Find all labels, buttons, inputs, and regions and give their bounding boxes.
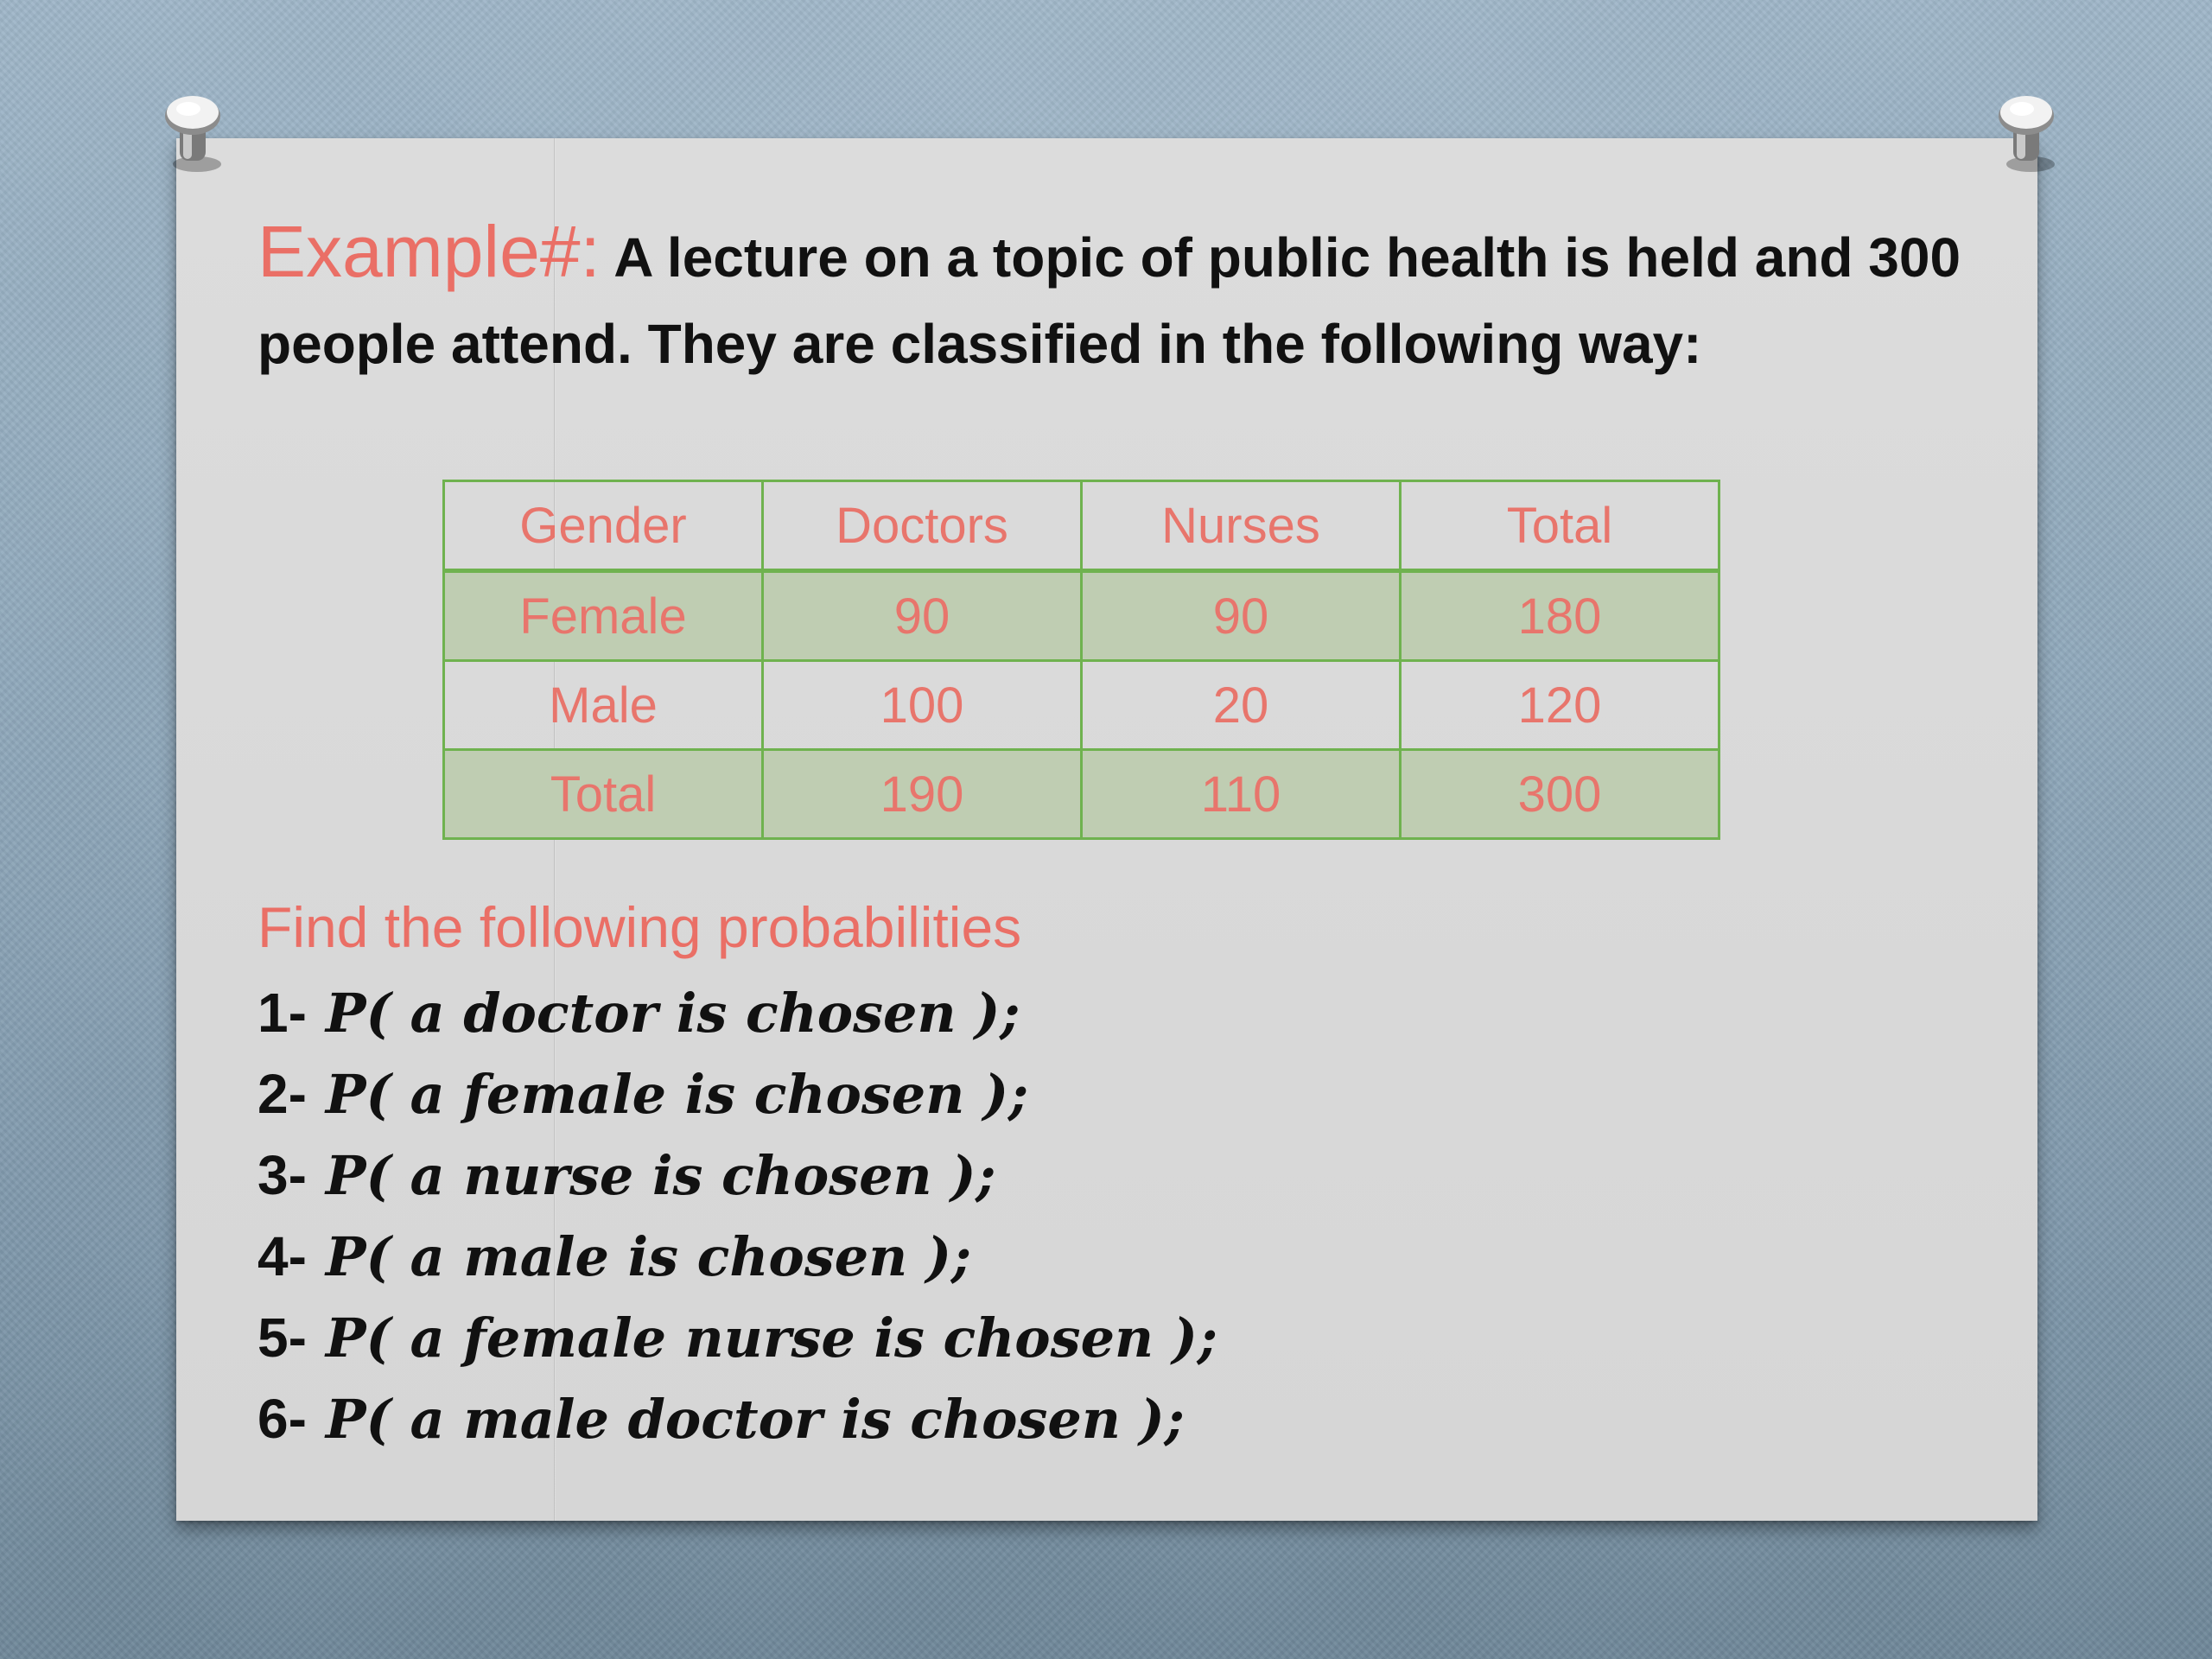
table-row (444, 750, 1719, 839)
probability-expression: P( a female is chosen ); (325, 1063, 1029, 1126)
question-number: 6- (257, 1388, 307, 1450)
table-cell: 300 (1401, 750, 1719, 839)
table-cell: 110 (1082, 750, 1401, 839)
list-item (257, 1378, 1217, 1459)
header-total: Total (1401, 481, 1719, 571)
table-cell: Female (444, 571, 763, 661)
question-number: 3- (257, 1144, 307, 1206)
table-row (444, 571, 1719, 661)
example-label: Example#: (257, 211, 601, 292)
question-number: 5- (257, 1306, 307, 1369)
probability-expression: P( a male doctor is chosen ); (325, 1388, 1185, 1451)
probability-expression: P( a doctor is chosen ); (325, 982, 1020, 1045)
table-cell: 180 (1401, 571, 1719, 661)
question-number: 4- (257, 1225, 307, 1287)
header-doctors: Doctors (763, 481, 1082, 571)
frequency-table (442, 480, 1720, 840)
table-cell: Total (444, 750, 763, 839)
table-header-row (444, 481, 1719, 571)
probability-expression: P( a female nurse is chosen ); (325, 1306, 1217, 1370)
table-cell: 20 (1082, 661, 1401, 750)
header-gender: Gender (444, 481, 763, 571)
table-cell: 190 (763, 750, 1082, 839)
questions-heading: Find the following probabilities (257, 895, 1022, 959)
header-nurses: Nurses (1082, 481, 1401, 571)
question-list (257, 972, 1217, 1459)
probability-expression: P( a nurse is chosen ); (325, 1144, 996, 1207)
table-cell: Male (444, 661, 763, 750)
list-item (257, 1135, 1217, 1216)
probability-expression: P( a male is chosen ); (325, 1225, 972, 1288)
question-number: 2- (257, 1063, 307, 1125)
list-item (257, 1053, 1217, 1135)
pushpin-icon (154, 90, 232, 176)
table-cell: 100 (763, 661, 1082, 750)
problem-text: A lecture on a topic of public health is held and 300 people attend. They are classified in the following way: (257, 226, 1961, 375)
table-cell: 120 (1401, 661, 1719, 750)
pushpin-icon (1987, 90, 2065, 176)
list-item (257, 1297, 1217, 1378)
table-cell: 90 (763, 571, 1082, 661)
list-item (257, 1216, 1217, 1297)
list-item (257, 972, 1217, 1053)
question-number: 1- (257, 982, 307, 1044)
table-row (444, 661, 1719, 750)
table-cell: 90 (1082, 571, 1401, 661)
problem-statement (257, 211, 1968, 395)
